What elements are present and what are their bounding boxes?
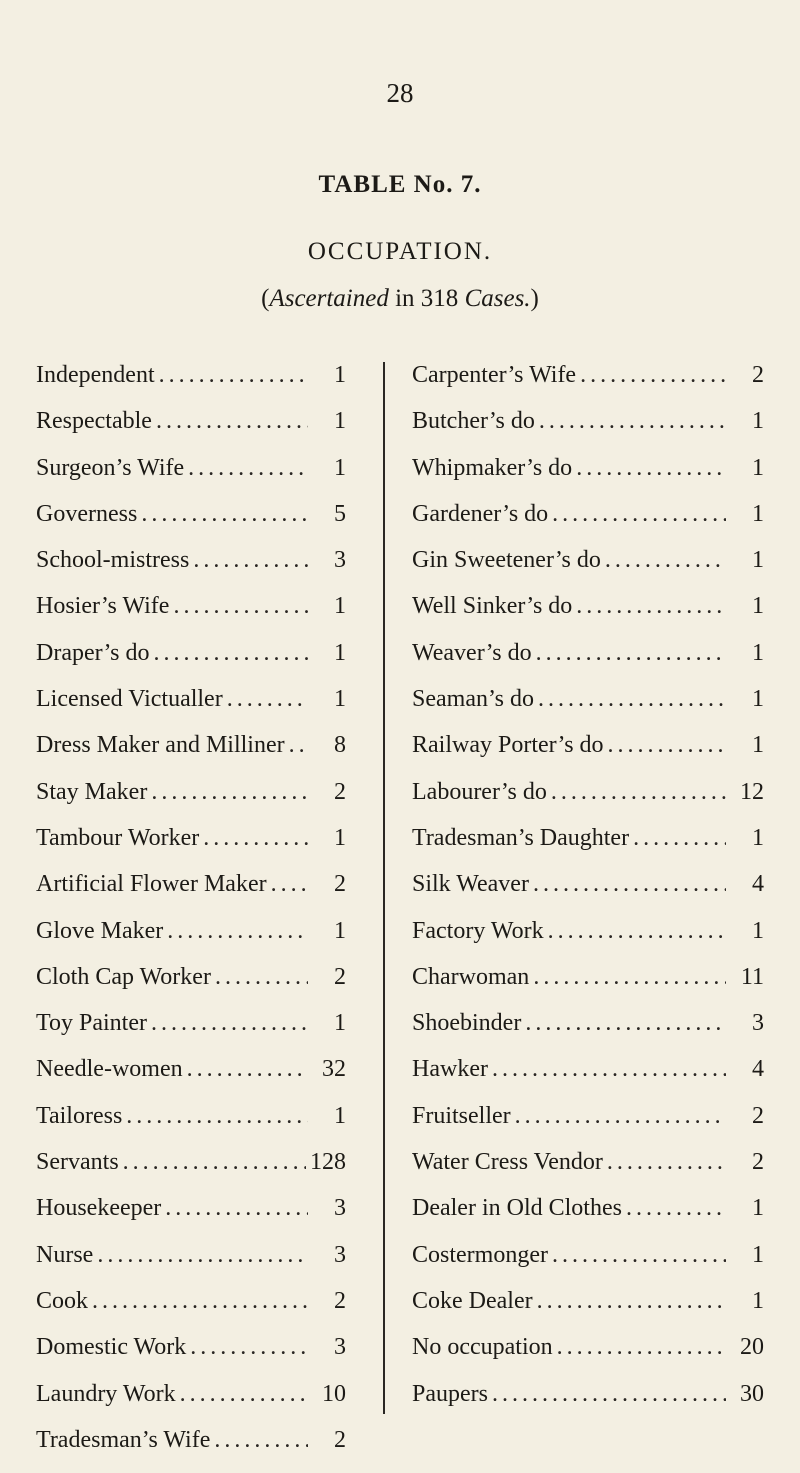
dot-leader: [214, 1427, 308, 1454]
dot-leader: [159, 362, 308, 389]
occupation-row: [36, 1010, 346, 1056]
left-occupation-column: [36, 362, 346, 1473]
occupation-count: 2: [334, 1426, 346, 1453]
occupation-count: 11: [740, 963, 764, 990]
occupation-count: 5: [334, 500, 346, 527]
occupation-label: Toy Painter: [36, 1010, 147, 1037]
occupation-row: [412, 732, 764, 778]
dot-leader: [539, 408, 726, 435]
occupation-count: 4: [752, 871, 764, 898]
occupation-label: Cook: [36, 1287, 89, 1314]
occupation-row: [412, 779, 764, 825]
occupation-label: Weaver’s do: [412, 639, 532, 666]
occupation-row: [412, 1288, 764, 1334]
occupation-row: [36, 593, 346, 639]
table-title: TABLE No. 7.: [318, 171, 482, 198]
occupation-row: [36, 871, 346, 917]
dot-leader: [156, 408, 308, 435]
cases-note: [0, 285, 800, 313]
occupation-label: Tambour Worker: [36, 824, 200, 851]
occupation-count: 1: [752, 732, 764, 759]
dot-leader: [552, 1242, 726, 1269]
dot-leader: [557, 1334, 726, 1361]
occupation-row: [412, 593, 764, 639]
dot-leader: [141, 501, 308, 528]
occupation-label: Whipmaker’s do: [412, 454, 573, 481]
occupation-count: 8: [334, 732, 346, 759]
occupation-row: [412, 408, 764, 454]
dot-leader: [188, 455, 308, 482]
table-subtitle: OCCUPATION.: [307, 238, 493, 265]
occupation-label: No occupation: [412, 1334, 553, 1361]
occupation-count: 1: [752, 824, 764, 851]
occupation-label: Tradesman’s Wife: [36, 1426, 211, 1453]
occupation-label: Silk Weaver: [412, 871, 529, 898]
dot-leader: [215, 964, 308, 991]
occupation-count: 2: [334, 1287, 346, 1314]
occupation-count: 2: [334, 871, 346, 898]
note-close: ): [530, 285, 539, 312]
dot-leader: [533, 871, 726, 898]
dot-leader: [173, 593, 308, 620]
occupation-count: 1: [334, 362, 346, 388]
occupation-row: [412, 1381, 764, 1427]
occupation-row: [36, 779, 346, 825]
occupation-label: Seaman’s do: [412, 686, 534, 713]
occupation-row: [412, 1195, 764, 1241]
occupation-label: Glove Maker: [36, 917, 164, 944]
occupation-label: Surgeon’s Wife: [36, 454, 185, 481]
dot-leader: [576, 593, 726, 620]
occupation-count: 2: [752, 362, 764, 388]
occupation-count: 3: [334, 1241, 346, 1268]
occupation-label: Hosier’s Wife: [36, 593, 170, 620]
occupation-count: 2: [752, 1102, 764, 1129]
occupation-row: [36, 1149, 346, 1195]
dot-leader: [190, 1334, 308, 1361]
occupation-row: [412, 547, 764, 593]
occupation-row: [412, 362, 764, 408]
occupation-row: [36, 964, 346, 1010]
note-italic-cases: Cases.: [464, 285, 531, 312]
occupation-label: Fruitseller: [412, 1102, 511, 1129]
occupation-row: [36, 501, 346, 547]
occupation-count: 1: [752, 500, 764, 527]
occupation-row: [412, 1334, 764, 1380]
occupation-row: [36, 1381, 346, 1427]
dot-leader: [626, 1195, 726, 1222]
dot-leader: [165, 1195, 308, 1222]
occupation-count: 1: [334, 917, 346, 944]
occupation-label: Laundry Work: [36, 1380, 176, 1407]
occupation-row: [412, 455, 764, 501]
occupation-row: [36, 918, 346, 964]
occupation-label: Railway Porter’s do: [412, 732, 604, 759]
occupation-count: 1: [752, 408, 764, 435]
occupation-label: Charwoman: [412, 963, 530, 990]
occupation-row: [412, 1149, 764, 1195]
occupation-row: [412, 918, 764, 964]
column-divider: [383, 362, 385, 1414]
occupation-row: [36, 640, 346, 686]
occupation-label: Hawker: [412, 1056, 488, 1083]
occupation-count: 1: [752, 454, 764, 481]
dot-leader: [551, 779, 726, 806]
note-open: (: [261, 285, 270, 312]
occupation-count: 2: [334, 963, 346, 990]
occupation-row: [412, 1103, 764, 1149]
dot-leader: [97, 1242, 308, 1269]
occupation-row: [36, 455, 346, 501]
page-number: 28: [386, 78, 414, 108]
occupation-row: [412, 686, 764, 732]
dot-leader: [492, 1056, 726, 1083]
dot-leader: [552, 501, 726, 528]
dot-leader: [605, 547, 726, 574]
occupation-row: [36, 1242, 346, 1288]
occupation-label: School-mistress: [36, 547, 190, 574]
dot-leader: [271, 871, 308, 898]
occupation-label: Gin Sweetener’s do: [412, 547, 601, 574]
occupation-count: 1: [752, 593, 764, 620]
occupation-row: [36, 732, 346, 778]
dot-leader: [537, 1288, 726, 1315]
occupation-count: 2: [752, 1149, 764, 1176]
occupation-label: Governess: [36, 500, 138, 527]
dot-leader: [492, 1381, 726, 1408]
note-italic-text: Ascertained: [269, 285, 389, 312]
dot-leader: [548, 918, 726, 945]
occupation-row: [36, 686, 346, 732]
dot-leader: [167, 918, 308, 945]
occupation-row: [412, 501, 764, 547]
occupation-label: Artificial Flower Maker: [36, 871, 267, 898]
dot-leader: [193, 547, 308, 574]
occupation-label: Coke Dealer: [412, 1287, 533, 1314]
occupation-label: Stay Maker: [36, 778, 148, 805]
occupation-row: [412, 825, 764, 871]
occupation-label: Housekeeper: [36, 1195, 162, 1222]
dot-leader: [515, 1103, 726, 1130]
occupation-count: 3: [752, 1010, 764, 1037]
dot-leader: [580, 362, 726, 389]
dot-leader: [607, 1149, 726, 1176]
occupation-count: 1: [752, 1287, 764, 1314]
occupation-count: 1: [334, 454, 346, 481]
occupation-count: 128: [310, 1149, 346, 1176]
occupation-row: [36, 1056, 346, 1102]
occupation-count: 1: [752, 686, 764, 713]
dot-leader: [203, 825, 308, 852]
occupation-label: Independent: [36, 362, 155, 388]
occupation-label: Butcher’s do: [412, 408, 535, 435]
dot-leader: [151, 1010, 308, 1037]
occupation-count: 1: [334, 1102, 346, 1129]
occupation-count: 12: [740, 778, 764, 805]
occupation-row: [36, 1334, 346, 1380]
dot-leader: [576, 455, 726, 482]
occupation-label: Gardener’s do: [412, 500, 549, 527]
dot-leader: [525, 1010, 726, 1037]
occupation-count: 32: [322, 1056, 346, 1083]
occupation-count: 3: [334, 1334, 346, 1361]
occupation-label: Respectable: [36, 408, 152, 435]
right-occupation-column: [412, 362, 764, 1427]
dot-leader: [180, 1381, 308, 1408]
occupation-count: 4: [752, 1056, 764, 1083]
dot-leader: [533, 964, 726, 991]
occupation-label: Costermonger: [412, 1241, 548, 1268]
occupation-count: 1: [334, 686, 346, 713]
occupation-row: [36, 1288, 346, 1334]
occupation-label: Factory Work: [412, 917, 544, 944]
occupation-label: Cloth Cap Worker: [36, 963, 211, 990]
occupation-row: [412, 871, 764, 917]
occupation-row: [36, 408, 346, 454]
occupation-label: Tradesman’s Daughter: [412, 824, 630, 851]
occupation-row: [412, 1242, 764, 1288]
dot-leader: [608, 732, 726, 759]
occupation-label: Servants: [36, 1149, 119, 1176]
dot-leader: [92, 1288, 308, 1315]
occupation-count: 1: [752, 1241, 764, 1268]
occupation-label: Tailoress: [36, 1102, 123, 1129]
occupation-count: 1: [334, 639, 346, 666]
occupation-count: 3: [334, 547, 346, 574]
occupation-label: Nurse: [36, 1241, 94, 1268]
dot-leader: [289, 732, 308, 759]
occupation-count: 1: [752, 917, 764, 944]
dot-leader: [227, 686, 308, 713]
dot-leader: [123, 1149, 306, 1176]
occupation-label: Domestic Work: [36, 1334, 187, 1361]
occupation-row: [36, 1195, 346, 1241]
occupation-count: 1: [752, 1195, 764, 1222]
occupation-row: [412, 1010, 764, 1056]
occupation-row: [36, 825, 346, 871]
occupation-label: Needle-women: [36, 1056, 183, 1083]
occupation-count: 1: [334, 824, 346, 851]
occupation-row: [412, 640, 764, 686]
occupation-count: 30: [740, 1380, 764, 1407]
occupation-count: 1: [752, 547, 764, 574]
occupation-label: Draper’s do: [36, 639, 150, 666]
occupation-count: 1: [334, 593, 346, 620]
occupation-count: 1: [752, 639, 764, 666]
occupation-label: Dress Maker and Milliner: [36, 732, 285, 759]
occupation-label: Licensed Victualler: [36, 686, 223, 713]
occupation-label: Water Cress Vendor: [412, 1149, 603, 1176]
occupation-row: [36, 1103, 346, 1149]
occupation-count: 1: [334, 408, 346, 435]
dot-leader: [126, 1103, 308, 1130]
dot-leader: [536, 640, 726, 667]
occupation-count: 20: [740, 1334, 764, 1361]
occupation-label: Paupers: [412, 1380, 488, 1407]
occupation-row: [36, 547, 346, 593]
dot-leader: [538, 686, 726, 713]
occupation-label: Shoebinder: [412, 1010, 522, 1037]
occupation-label: Well Sinker’s do: [412, 593, 573, 620]
dot-leader: [151, 779, 308, 806]
note-mid: in 318: [388, 285, 465, 312]
dot-leader: [154, 640, 308, 667]
occupation-count: 3: [334, 1195, 346, 1222]
occupation-row: [412, 1056, 764, 1102]
occupation-row: [36, 362, 346, 408]
occupation-label: Dealer in Old Clothes: [412, 1195, 622, 1222]
dot-leader: [187, 1056, 308, 1083]
occupation-count: 2: [334, 778, 346, 805]
occupation-label: Carpenter’s Wife: [412, 362, 577, 388]
occupation-count: 1: [334, 1010, 346, 1037]
occupation-count: 10: [322, 1380, 346, 1407]
occupation-label: Labourer’s do: [412, 778, 547, 805]
occupation-row: [412, 964, 764, 1010]
dot-leader: [633, 825, 726, 852]
